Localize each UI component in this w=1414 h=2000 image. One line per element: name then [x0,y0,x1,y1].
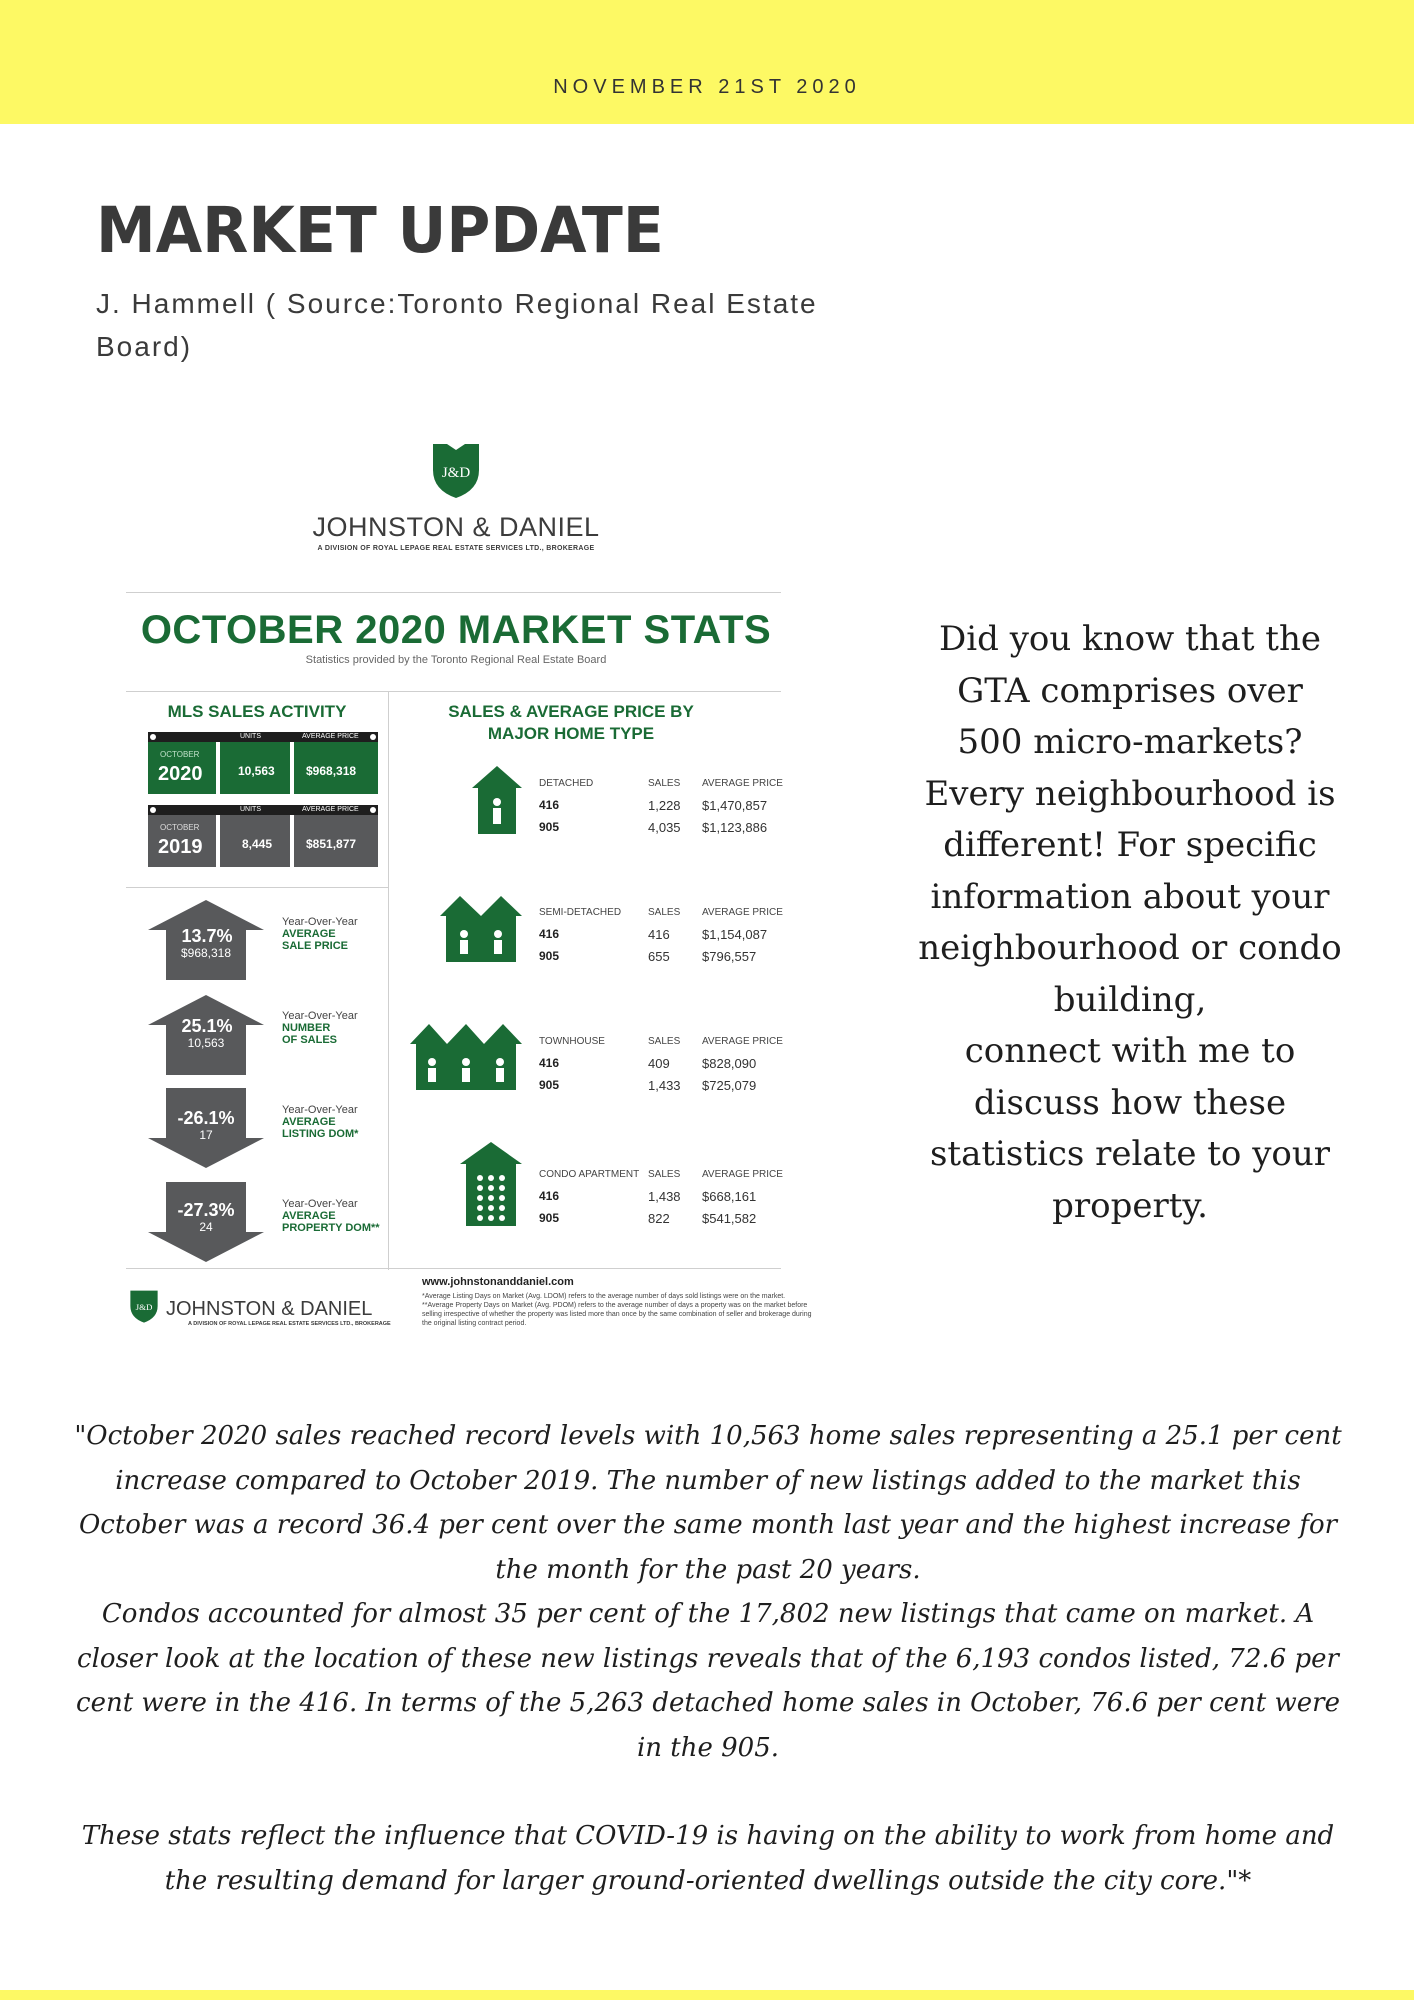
divider [126,691,781,692]
mls-units: 10,563 [238,764,275,778]
footer-brand: JOHNSTON & DANIEL [166,1298,373,1320]
avg-label: AVERAGE PRICE [702,778,783,789]
sales-value: 822 [648,1211,670,1226]
yoy-pct: 13.7% [181,926,233,946]
region-905: 905 [539,1211,560,1225]
publish-date: NOVEMBER 21ST 2020 [553,76,861,98]
type-name: SEMI-DETACHED [539,907,622,918]
price-value: $1,470,857 [702,798,768,813]
side-line: property. [1052,1185,1208,1226]
logo-monogram: J&D [441,465,471,481]
side-line: GTA comprises over [957,670,1303,711]
sales-label: SALES [648,778,681,789]
quote-paragraph: "October 2020 sales reached record levels with 10,563 home sales representing a 25.1 per cent increase compared to October 2019. The number of new listings added to the market this October was a record 36.4 per cent over the same month last year and the highest increase for the month for the past 20 years. [74,1421,1342,1585]
type-name: TOWNHOUSE [539,1036,605,1047]
sales-value: 1,438 [648,1189,681,1204]
stats-title: OCTOBER 2020 MARKET STATS [140,608,772,652]
townhouse-icon [410,1024,522,1090]
side-line: discuss how these [973,1082,1287,1123]
footer-url[interactable]: www.johnstonanddaniel.com [422,1276,574,1288]
footer-note: *Average Listing Days on Market (Avg. LDOM) refers to the average number of days sold listings were on the market. **Average Property Days on Market (Avg. PDOM) refers to the average number of days a property was on the market before selling irrespective of whether the property was listed more than once by the same combination of seller and brokerage during the original listing contract period. [422,1293,812,1327]
mls-heading: MLS SALES ACTIVITY [167,702,347,721]
side-line: 500 micro-markets? [957,722,1303,762]
side-line: statistics relate to your [929,1134,1331,1174]
avg-label: AVERAGE PRICE [702,1169,783,1180]
yoy-pct: -27.3% [177,1200,235,1220]
condo-apartment-icon [460,1142,522,1226]
units-label: UNITS [240,806,261,813]
divider [126,592,781,593]
yoy-value: 10,563 [187,1036,225,1050]
price-value: $828,090 [702,1056,757,1071]
yoy-label: Year-Over-Year AVERAGE LISTING DOM* [282,1104,359,1140]
price-value: $541,582 [702,1211,757,1226]
price-value: $725,079 [702,1078,757,1093]
side-line: Every neighbourhood is [924,773,1336,814]
header-band [0,0,1414,124]
footer-band [0,1990,1414,2000]
jd-shield-logo-icon [128,1288,160,1324]
yoy-value: 17 [199,1128,213,1142]
region-905: 905 [539,820,560,834]
divider [126,887,388,888]
brand-name: JOHNSTON & DANIEL [312,512,600,542]
divider [126,1268,781,1269]
yoy-value: 24 [199,1220,213,1234]
mls-units: 8,445 [242,837,273,851]
page-title: MARKET UPDATE [96,194,664,268]
region-905: 905 [539,1078,560,1092]
quote-paragraph: Condos accounted for almost 35 per cent of the 17,802 new listings that came on market. A closer look at the location of these new listings reveals that of the 6,193 condos listed, 72.6 per cent were in the 416. In terms of the 5,263 detached home sales in October, 76.6 per cent were in the 905. [76,1599,1340,1763]
column-divider [388,692,389,1270]
footer-brand-subtitle: A DIVISION OF ROYAL LEPAGE REAL ESTATE SERVICES LTD., BROKERAGE [188,1321,391,1327]
jd-shield-logo-icon [429,440,483,500]
brand-subtitle: A DIVISION OF ROYAL LEPAGE REAL ESTATE SERVICES LTD., BROKERAGE [317,545,595,552]
mls-avg-price: $851,877 [306,837,357,851]
quote-paragraph: These stats reflect the influence that COVID-19 is having on the ability to work from home and the resulting demand for larger ground-oriented dwellings outside the city core."* [81,1821,1335,1896]
mls-year: 2019 [158,836,203,858]
type-name: DETACHED [539,778,594,789]
semi-detached-house-icon [440,896,522,962]
region-416: 416 [539,1056,560,1070]
side-line: different! For specific [943,825,1317,865]
mls-avg-price: $968,318 [306,764,357,778]
market-quote [66,1414,1350,1903]
units-label: UNITS [240,733,261,740]
sales-value: 416 [648,927,670,942]
side-callout [916,614,1344,1232]
price-value: $1,123,886 [702,820,768,835]
sales-value: 655 [648,949,670,964]
avg-label: AVERAGE PRICE [702,1036,783,1047]
region-905: 905 [539,949,560,963]
page-subtitle: J. Hammell ( Source:Toronto Regional Real Estate Board) [96,288,818,362]
avg-price-label: AVERAGE PRICE [302,806,359,813]
type-name: CONDO APARTMENT [539,1169,640,1180]
region-416: 416 [539,798,560,812]
side-line: information about your [930,876,1330,917]
side-line: neighbourhood or condo [918,928,1342,968]
avg-price-label: AVERAGE PRICE [302,733,359,740]
price-value: $1,154,087 [702,927,768,942]
yoy-label: Year-Over-Year NUMBER OF SALES [282,1010,358,1046]
yoy-label: Year-Over-Year AVERAGE SALE PRICE [282,916,358,952]
types-heading: SALES & AVERAGE PRICE BY MAJOR HOME TYPE [448,702,694,743]
side-line: Did you know that the [939,619,1321,659]
yoy-pct: -26.1% [177,1108,235,1128]
yoy-value: $968,318 [180,946,232,960]
region-416: 416 [539,927,560,941]
market-stats-infographic [126,430,816,1350]
avg-label: AVERAGE PRICE [702,907,783,918]
sales-value: 4,035 [648,820,681,835]
mls-month: OCTOBER [160,750,200,759]
sales-label: SALES [648,1169,681,1180]
price-value: $668,161 [702,1189,757,1204]
sales-value: 409 [648,1056,670,1071]
sales-label: SALES [648,1036,681,1047]
sales-value: 1,228 [648,798,681,813]
detached-house-icon [472,766,522,834]
sales-label: SALES [648,907,681,918]
logo-monogram: J&D [135,1302,153,1313]
yoy-label: Year-Over-Year AVERAGE PROPERTY DOM** [282,1198,380,1234]
mls-year: 2020 [158,763,203,785]
yoy-pct: 25.1% [181,1016,233,1036]
side-line: building, [1053,979,1207,1020]
mls-month: OCTOBER [160,823,200,832]
region-416: 416 [539,1189,560,1203]
sales-value: 1,433 [648,1078,681,1093]
price-value: $796,557 [702,949,757,964]
side-line: connect with me to [964,1031,1296,1071]
stats-subtitle: Statistics provided by the Toronto Regional Real Estate Board [305,654,607,666]
